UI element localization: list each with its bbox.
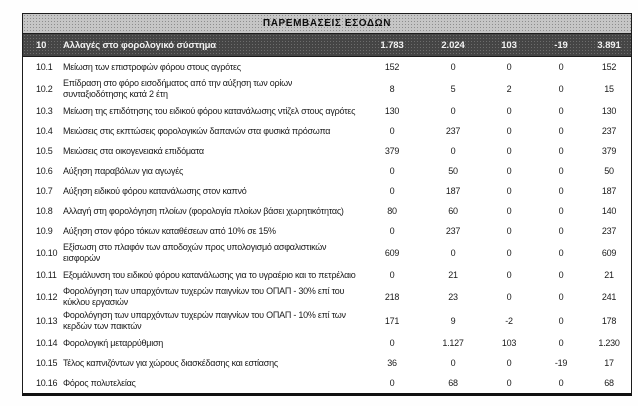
row-value: 0 (558, 338, 564, 348)
row-value: 68 (448, 378, 458, 388)
row-value: 21 (604, 270, 614, 280)
row-value: 103 (501, 338, 517, 348)
table-row (23, 373, 631, 393)
table-row (23, 333, 631, 353)
row-value: 1.230 (598, 338, 620, 348)
row-value: 21 (448, 270, 458, 280)
row-value: 237 (601, 226, 617, 236)
row-value: 8 (389, 84, 395, 94)
row-value: 609 (601, 248, 617, 258)
row-label: Τέλος καπνιζόντων για χώρους διασκέδασης και εστίασης (63, 357, 278, 368)
summary-value: 2.024 (441, 39, 465, 51)
row-value: 237 (601, 126, 617, 136)
table-row (23, 201, 631, 221)
table-row (23, 77, 631, 101)
row-id: 10.1 (36, 62, 53, 72)
table-row (23, 309, 631, 333)
row-id: 10.2 (36, 84, 53, 94)
row-value: 0 (558, 270, 564, 280)
table-row (23, 221, 631, 241)
row-value: 241 (601, 292, 617, 302)
row-value: 50 (448, 166, 458, 176)
revenue-interventions-table (22, 13, 632, 396)
row-value: 152 (601, 62, 617, 72)
table-row (23, 265, 631, 285)
table-row (23, 161, 631, 181)
row-value: 379 (601, 146, 617, 156)
table-body (23, 57, 631, 393)
row-value: -19 (554, 358, 568, 368)
row-value: 130 (601, 106, 617, 116)
row-value: 0 (558, 316, 564, 326)
row-value: -2 (505, 316, 513, 326)
table-row (23, 241, 631, 265)
row-value: 0 (506, 270, 512, 280)
summary-row (23, 34, 631, 57)
row-value: 187 (445, 186, 461, 196)
row-value: 237 (445, 126, 461, 136)
row-id: 10.5 (36, 146, 53, 156)
row-value: 0 (389, 338, 395, 348)
row-id: 10.4 (36, 126, 53, 136)
row-value: 0 (450, 358, 456, 368)
row-label: Αύξηση ειδικού φόρου κατανάλωσης στον καπνό (63, 185, 247, 196)
row-value: 80 (387, 206, 397, 216)
row-value: 0 (506, 126, 512, 136)
table-row (23, 141, 631, 161)
row-value: 0 (558, 206, 564, 216)
row-value: 0 (450, 62, 456, 72)
row-id: 10.8 (36, 206, 53, 216)
table-row (23, 101, 631, 121)
row-value: 130 (384, 106, 400, 116)
row-id: 10.10 (36, 248, 58, 258)
row-value: 0 (389, 186, 395, 196)
row-value: 0 (558, 186, 564, 196)
table-row (23, 181, 631, 201)
table-row (23, 121, 631, 141)
row-value: 0 (506, 146, 512, 156)
row-label: Μείωση των επιστροφών φόρου στους αγρότες (63, 61, 241, 72)
row-value: 0 (389, 126, 395, 136)
row-value: 5 (450, 84, 456, 94)
row-value: 0 (558, 292, 564, 302)
row-id: 10.12 (36, 292, 58, 302)
row-label: Εξομάλυνση του ειδικού φόρου κατανάλωσης για το υγραέριο και το πετρέλαιο (63, 269, 356, 280)
row-value: 0 (506, 358, 512, 368)
row-value: 152 (384, 62, 400, 72)
table-title: ΠΑΡΕΜΒΑΣΕΙΣ ΕΣΟΔΩΝ (262, 18, 392, 29)
row-value: 0 (389, 166, 395, 176)
row-value: 50 (604, 166, 614, 176)
row-value: 0 (558, 166, 564, 176)
row-label: Επίδραση στο φόρο εισοδήματος από την αύξηση των ορίων συνταξιοδότησης κατά 2 έτη (63, 78, 293, 99)
row-value: 0 (389, 378, 395, 388)
row-value: 36 (387, 358, 397, 368)
row-value: 218 (384, 292, 400, 302)
summary-row-label: Αλλαγές στο φορολογικό σύστημα (63, 39, 217, 51)
row-id: 10.11 (36, 270, 57, 280)
row-value: 0 (506, 292, 512, 302)
row-id: 10.15 (36, 358, 58, 368)
table-row (23, 353, 631, 373)
row-value: 0 (558, 226, 564, 236)
row-value: 609 (384, 248, 400, 258)
row-label: Φορολόγηση των υπαρχόντων τυχερών παιγνίων του ΟΠΑΠ - 30% επί του κύκλου εργασιών (63, 286, 345, 307)
row-value: 0 (450, 106, 456, 116)
row-value: 171 (384, 316, 400, 326)
row-value: 0 (558, 62, 564, 72)
row-label: Φόρος πολυτελείας (63, 377, 136, 388)
summary-value: -19 (554, 39, 568, 51)
table-row (23, 285, 631, 309)
row-value: 0 (506, 226, 512, 236)
row-value: 379 (384, 146, 400, 156)
row-label: Μειώσεις στις εκπτώσεις φορολογικών δαπανών στα φυσικά πρόσωπα (63, 125, 331, 136)
row-label: Φορολογική μεταρρύθμιση (63, 337, 164, 348)
row-value: 0 (506, 62, 512, 72)
row-id: 10.3 (36, 106, 53, 116)
summary-row-id: 10 (36, 39, 47, 51)
row-value: 15 (604, 84, 614, 94)
row-value: 0 (558, 106, 564, 116)
row-value: 9 (450, 316, 456, 326)
row-value: 0 (450, 248, 456, 258)
row-value: 1.127 (442, 338, 464, 348)
row-value: 178 (601, 316, 617, 326)
row-value: 0 (506, 378, 512, 388)
row-id: 10.7 (36, 186, 53, 196)
row-id: 10.14 (36, 338, 58, 348)
row-id: 10.9 (36, 226, 53, 236)
row-value: 68 (604, 378, 614, 388)
row-value: 0 (558, 126, 564, 136)
row-value: 0 (506, 166, 512, 176)
row-value: 237 (445, 226, 461, 236)
summary-value: 103 (501, 39, 517, 51)
row-value: 0 (389, 226, 395, 236)
row-id: 10.6 (36, 166, 53, 176)
row-value: 0 (506, 248, 512, 258)
table-title-bar (23, 14, 631, 34)
row-id: 10.16 (36, 378, 58, 388)
row-value: 2 (506, 84, 512, 94)
summary-value: 1.783 (380, 39, 404, 51)
row-label: Αύξηση στον φόρο τόκων καταθέσεων από 10% σε 15% (63, 225, 276, 236)
row-value: 0 (558, 378, 564, 388)
row-label: Αλλαγή στη φορολόγηση πλοίων (φορολογία πλοίων βάσει χωρητικότητας) (63, 205, 344, 216)
row-label: Μείωση της επιδότησης του ειδικού φόρου κατανάλωσης ντίζελ στους αγρότες (63, 105, 356, 116)
summary-value: 3.891 (597, 39, 621, 51)
row-id: 10.13 (36, 316, 58, 326)
row-label: Μειώσεις στα οικογενειακά επιδόματα (63, 145, 204, 156)
row-value: 0 (506, 106, 512, 116)
row-value: 0 (450, 146, 456, 156)
row-label: Φορολόγηση των υπαρχόντων τυχερών παιγνίων του ΟΠΑΠ - 10% επί των κερδών των παικτών (63, 310, 346, 331)
row-value: 187 (601, 186, 617, 196)
row-value: 0 (558, 146, 564, 156)
row-label: Αύξηση παραβόλων για αγωγές (63, 165, 184, 176)
row-value: 0 (558, 84, 564, 94)
row-value: 60 (448, 206, 458, 216)
table-row (23, 57, 631, 77)
row-value: 23 (448, 292, 458, 302)
row-value: 17 (604, 358, 614, 368)
row-value: 140 (601, 206, 617, 216)
row-value: 0 (506, 186, 512, 196)
row-label: Εξίσωση στο πλαφόν των αποδοχών προς υπολογισμό ασφαλιστικών εισφορών (63, 242, 327, 263)
row-value: 0 (506, 206, 512, 216)
row-value: 0 (389, 270, 395, 280)
row-value: 0 (558, 248, 564, 258)
